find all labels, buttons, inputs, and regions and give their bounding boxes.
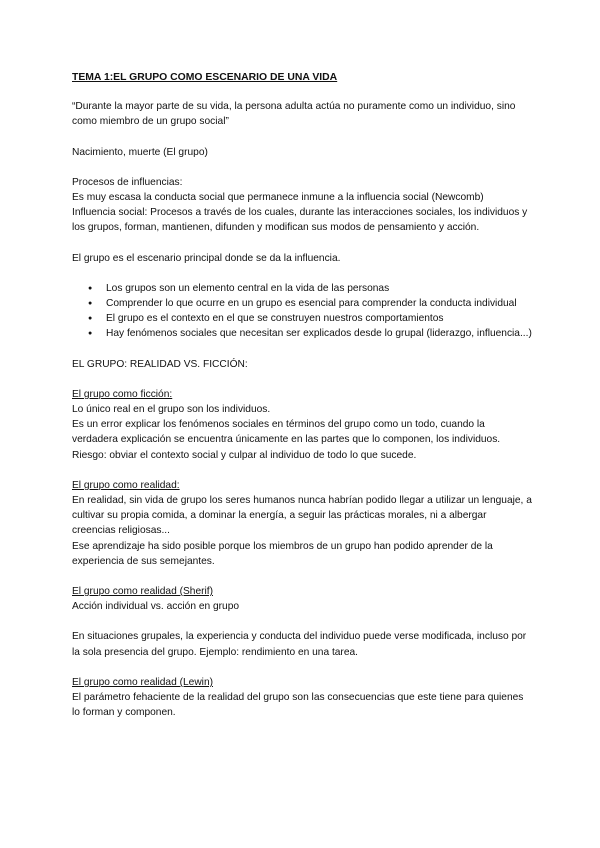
reality-heading: El grupo como realidad: [72, 479, 180, 491]
influence-line-2: Influencia social: Procesos a través de los cuales, durante las interacciones sociales, los individuos y los grupos, forman, mantienen, difunden y modifican sus modos de pensamiento y acción. [72, 207, 528, 234]
fiction-line-3: Riesgo: obviar el contexto social y culpar al individuo de todo lo que sucede. [72, 449, 417, 461]
list-item: ● Comprender lo que ocurre en un grupo es esencial para comprender la conducta individual [106, 296, 532, 311]
birth-death-text: Nacimiento, muerte (El grupo) [72, 146, 208, 158]
bullet-list [72, 281, 532, 342]
list-item: ● Hay fenómenos sociales que necesitan ser explicados desde lo grupal (liderazgo, influencia...) [106, 326, 532, 341]
sherif-line-1: Acción individual vs. acción en grupo [72, 601, 240, 613]
influence-line-1: Es muy escasa la conducta social que permanece inmune a la influencia social (Newcomb) [72, 192, 484, 204]
opening-quote: “Durante la mayor parte de su vida, la persona adulta actúa no puramente como un individuo, sino como miembro de un grupo social” [72, 101, 516, 128]
sherif-line-2: En situaciones grupales, la experiencia y conducta del individuo puede verse modificada, incluso por la sola presencia del grupo. Ejemplo: rendimiento en una tarea. [72, 631, 527, 658]
influence-heading: Procesos de influencias: [72, 176, 183, 188]
list-item: ● Los grupos son un elemento central en la vida de las personas [106, 281, 532, 296]
list-item: ● El grupo es el contexto en el que se construyen nuestros comportamientos [106, 311, 532, 326]
lewin-line-1: El parámetro fehaciente de la realidad del grupo son las consecuencias que este tiene para quienes lo forman y componen. [72, 692, 524, 719]
scenario-text: El grupo es el escenario principal donde se da la influencia. [72, 252, 341, 264]
reality-line-2: Ese aprendizaje ha sido posible porque los miembros de un grupo han podido aprender de la experiencia de sus semejantes. [72, 540, 493, 567]
reality-line-1: En realidad, sin vida de grupo los seres humanos nunca habrían podido llegar a utilizar un lenguaje, a cultivar su propia comida, a dominar la energía, a seguir las prácticas morales, ni a albergar creencias religiosas... [72, 495, 532, 537]
fiction-heading: El grupo como ficción: [72, 388, 173, 400]
fiction-line-2: Es un error explicar los fenómenos sociales en términos del grupo como un todo, cuando la verdadera explicación se encuentra únicamente en las partes que lo componen, los individuos. [72, 419, 501, 446]
sherif-heading: El grupo como realidad (Sherif) [72, 586, 213, 598]
document-page [72, 70, 532, 721]
fiction-line-1: Lo único real en el grupo son los individuos. [72, 404, 271, 416]
lewin-heading: El grupo como realidad (Lewin) [72, 676, 213, 688]
reality-fiction-heading: EL GRUPO: REALIDAD VS. FICCIÓN: [72, 358, 248, 370]
document-title: TEMA 1:EL GRUPO COMO ESCENARIO DE UNA VIDA [72, 72, 338, 83]
